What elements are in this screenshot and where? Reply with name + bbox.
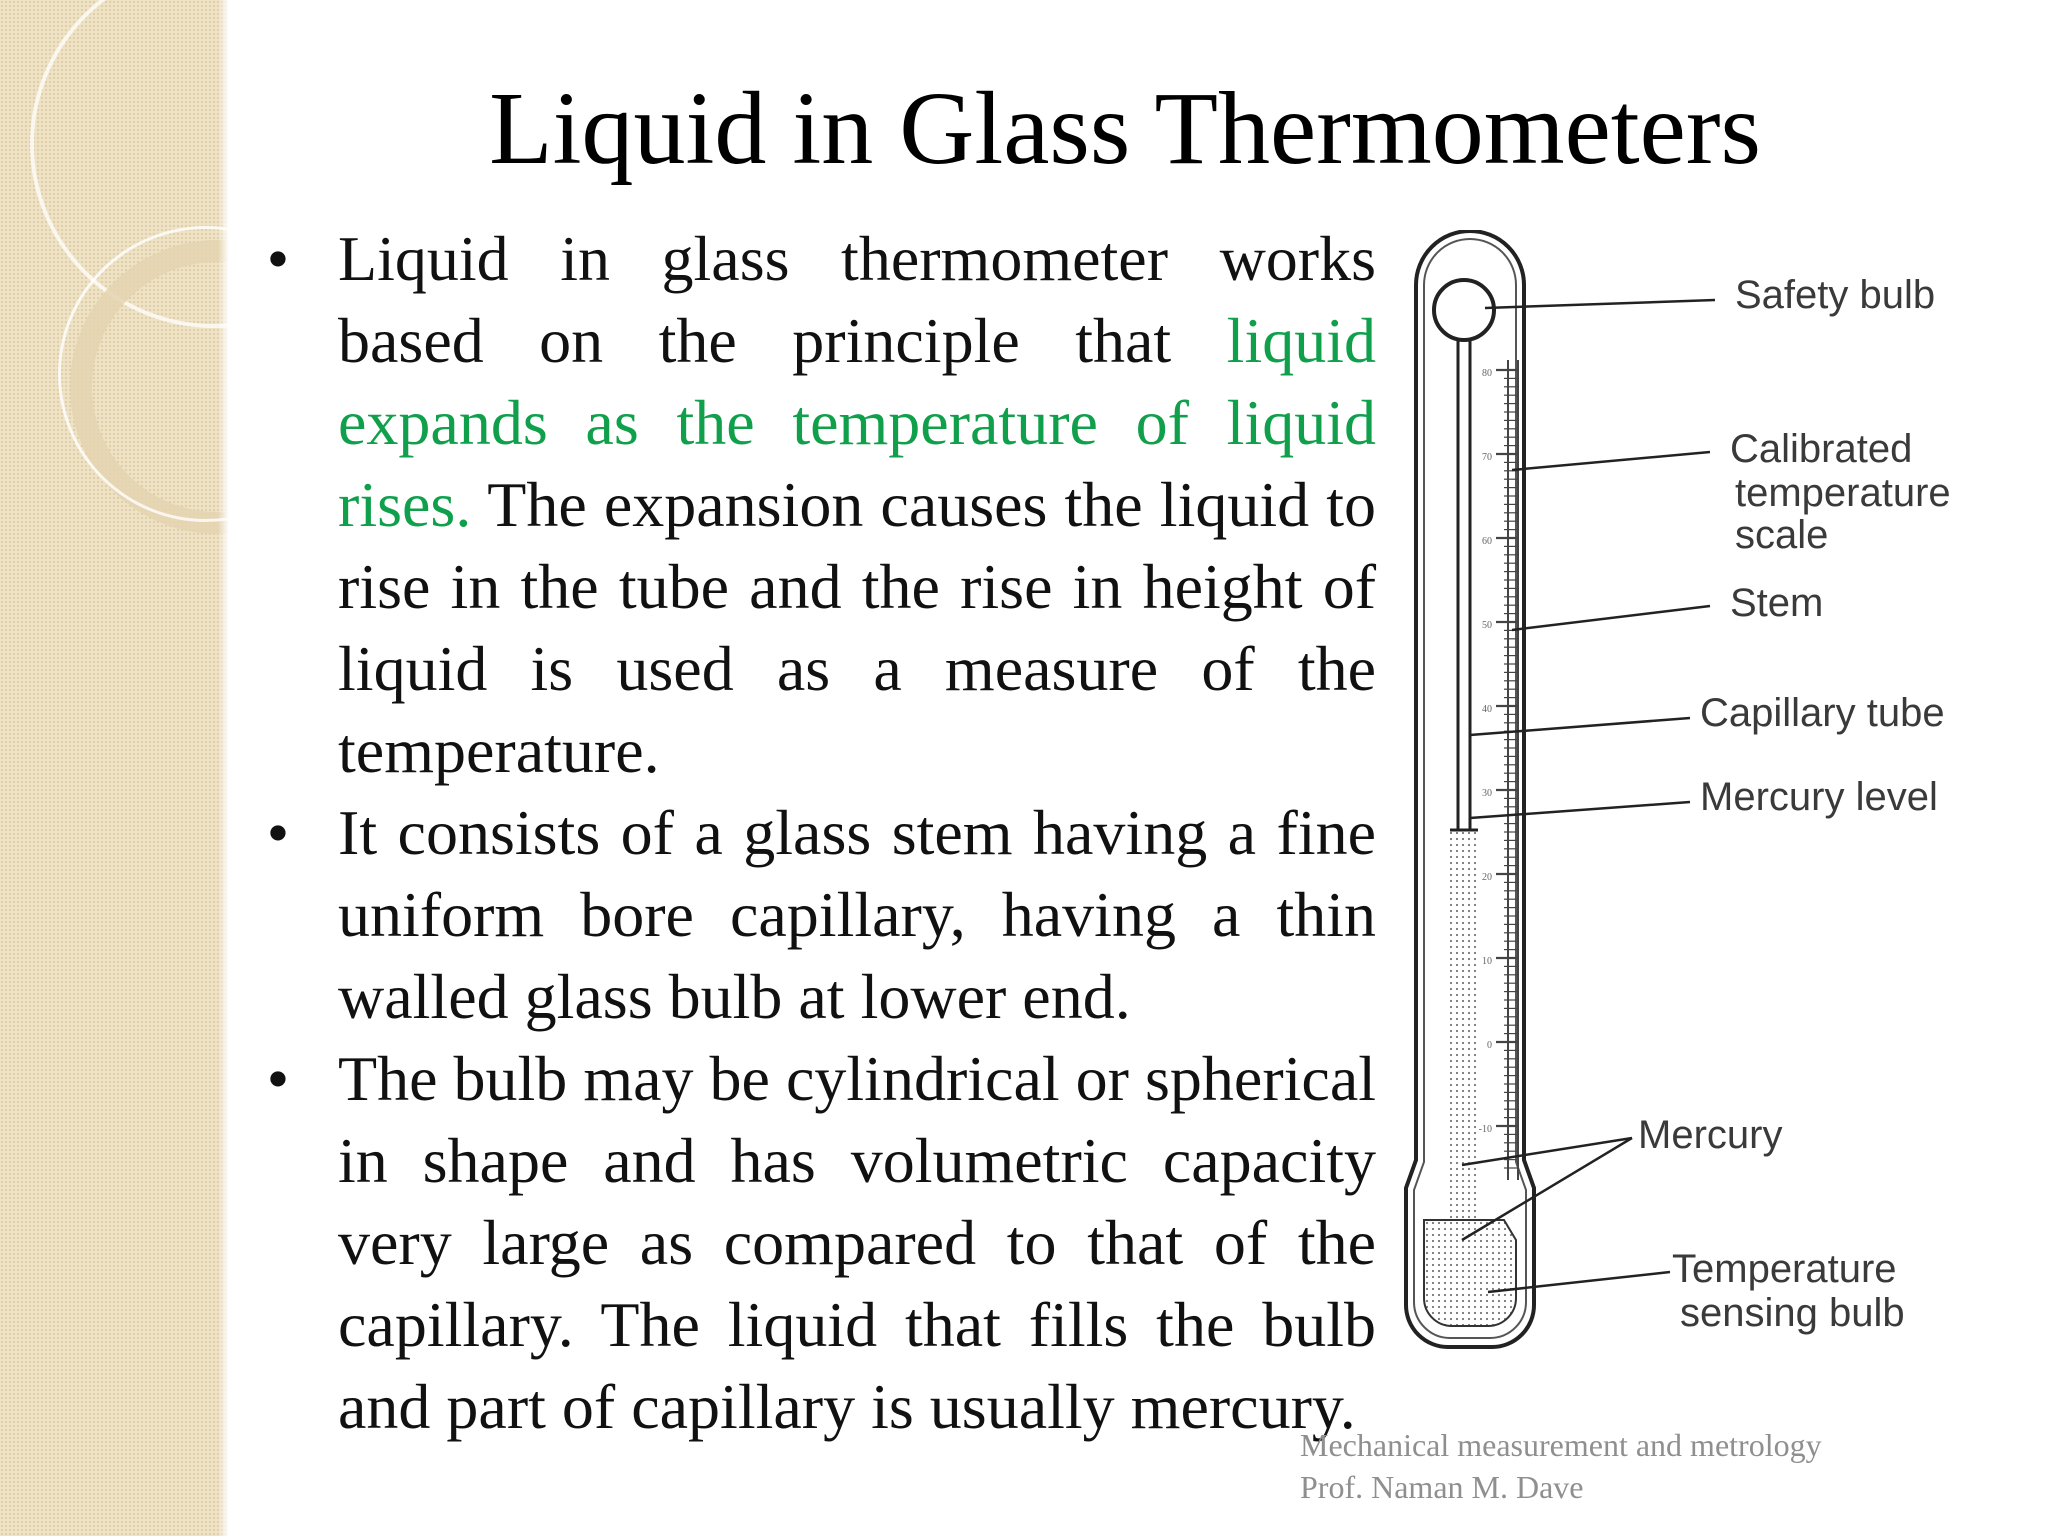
safety-bulb-shape — [1434, 280, 1494, 340]
leader-line — [1512, 606, 1710, 630]
mercury-column — [1450, 830, 1478, 1230]
bullet-text: The bulb may be cylindrical or spherical in shape and has volumetric capacity very large as compared to that of the capillary. The liquid that fills the bulb and part of capillary is usually mercury. — [338, 1043, 1376, 1442]
label-calibrated-scale: scale — [1735, 513, 1829, 557]
label-sensing-bulb: sensing bulb — [1680, 1291, 1905, 1335]
label-calibrated-scale: temperature — [1735, 471, 1951, 515]
leader-line — [1512, 452, 1710, 470]
label-mercury-level: Mercury level — [1700, 775, 1938, 819]
bullet-text: The expansion causes the liquid to rise in the tube and the rise in height of liquid is used as a measure of the temperature. — [338, 469, 1376, 786]
scale-number: -10 — [1478, 1124, 1492, 1135]
scale-number: 50 — [1482, 620, 1492, 631]
bullet-list — [248, 218, 1376, 1448]
scale-numbers — [1479, 368, 1492, 1135]
label-calibrated-scale: Calibrated — [1730, 427, 1913, 471]
bullet-text: It consists of a glass stem having a fine uniform bore capillary, having a thin walled glass bulb at lower end. — [338, 797, 1376, 1032]
thermometer-svg — [1400, 230, 2020, 1410]
footer-author: Prof. Naman M. Dave — [1300, 1469, 1584, 1505]
label-sensing-bulb: Temperature — [1672, 1247, 1897, 1291]
leader-line — [1470, 802, 1690, 818]
scale-number: 0 — [1487, 1040, 1492, 1051]
leader-line — [1462, 1138, 1632, 1240]
leader-line — [1485, 300, 1715, 308]
footer-course: Mechanical measurement and metrology — [1300, 1427, 1822, 1463]
leader-line — [1470, 718, 1690, 735]
scale-number: 20 — [1482, 872, 1492, 883]
bullet-marker: • — [266, 797, 290, 868]
decorative-side-band — [0, 0, 228, 1536]
label-capillary-tube: Capillary tube — [1700, 691, 1945, 735]
highlighted-principle: liquid expands as the temperature of liquid rises. — [338, 305, 1376, 540]
bullet-text: Liquid in glass thermometer works based on the principle that — [338, 223, 1376, 376]
scale-number: 30 — [1482, 788, 1492, 799]
leader-line — [1462, 1138, 1632, 1165]
slide-title: Liquid in Glass Thermometers — [489, 71, 1761, 186]
bullet-marker: • — [266, 1043, 290, 1114]
thermometer-diagram — [1400, 230, 2020, 1410]
bullet-item — [248, 218, 1376, 792]
label-stem: Stem — [1730, 581, 1824, 625]
scale-number: 40 — [1482, 704, 1492, 715]
bullet-item — [248, 792, 1376, 1038]
label-safety-bulb: Safety bulb — [1735, 273, 1936, 317]
scale-number: 60 — [1482, 536, 1492, 547]
scale-number: 80 — [1482, 368, 1492, 379]
scale-number: 70 — [1482, 452, 1492, 463]
label-mercury: Mercury — [1638, 1113, 1783, 1157]
scale-number: 10 — [1482, 956, 1492, 967]
bullet-item — [248, 1038, 1376, 1448]
slide-footer — [1300, 1424, 1822, 1508]
bullet-marker: • — [266, 223, 290, 294]
